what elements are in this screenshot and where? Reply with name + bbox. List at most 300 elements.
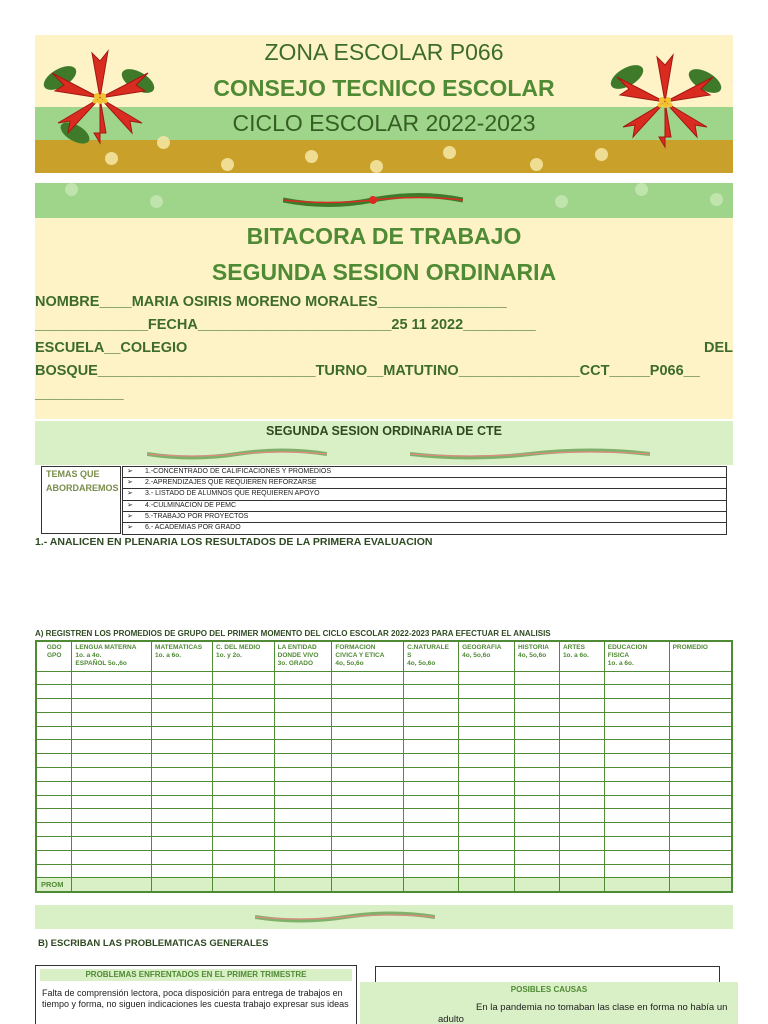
grade-cell[interactable] bbox=[72, 726, 152, 740]
sesion-title: SEGUNDA SESION ORDINARIA bbox=[211, 259, 557, 285]
grade-cell[interactable] bbox=[274, 781, 332, 795]
grade-cell[interactable] bbox=[404, 850, 459, 864]
grades-col-header-text: C. DEL MEDIO bbox=[215, 644, 261, 651]
grades-col-header-text: LENGUA MATERNA bbox=[75, 644, 137, 651]
grade-cell[interactable] bbox=[36, 699, 72, 713]
temas-label-line2: ABORDAREMOS bbox=[46, 483, 119, 493]
grade-cell[interactable] bbox=[36, 726, 72, 740]
sesion-cte-band bbox=[35, 421, 733, 465]
grade-cell[interactable] bbox=[404, 837, 459, 851]
grade-cell[interactable] bbox=[604, 823, 669, 837]
grade-cell[interactable] bbox=[152, 864, 213, 878]
grade-cell[interactable] bbox=[274, 671, 332, 685]
grade-cell[interactable] bbox=[212, 768, 274, 782]
grade-cell[interactable] bbox=[604, 864, 669, 878]
garland-right-icon bbox=[410, 445, 650, 463]
table-row bbox=[36, 671, 732, 685]
grades-col-header bbox=[212, 641, 274, 671]
grade-cell[interactable] bbox=[459, 809, 515, 823]
grade-cell[interactable] bbox=[604, 685, 669, 699]
grade-cell[interactable] bbox=[459, 864, 515, 878]
tema-text: 1.-CONCENTRADO DE CALIFICACIONES Y PROMEDIOS bbox=[145, 468, 332, 475]
table-row bbox=[36, 781, 732, 795]
grades-col-header-text: 3o. GRADO bbox=[277, 660, 314, 667]
grade-cell[interactable] bbox=[669, 726, 732, 740]
bitacora-title: BITACORA DE TRABAJO bbox=[246, 223, 522, 249]
prom-cell[interactable] bbox=[459, 878, 515, 892]
grade-cell[interactable] bbox=[515, 740, 560, 754]
grade-cell[interactable] bbox=[515, 864, 560, 878]
arrow-bullet-icon: ➢ bbox=[127, 512, 133, 520]
grades-col-header-text: HISTORIA bbox=[518, 644, 549, 651]
grades-col-header-text: ARTES bbox=[562, 644, 585, 651]
problemas-header: PROBLEMAS ENFRENTADOS EN EL PRIMER TRIMESTRE bbox=[40, 969, 352, 981]
grade-cell[interactable] bbox=[604, 781, 669, 795]
list-item bbox=[123, 478, 726, 489]
grade-cell[interactable] bbox=[36, 740, 72, 754]
grades-col-header-text: EDUCACION bbox=[607, 644, 648, 651]
grade-cell[interactable] bbox=[36, 795, 72, 809]
grade-cell[interactable] bbox=[72, 712, 152, 726]
grade-cell[interactable] bbox=[212, 712, 274, 726]
grades-col-header bbox=[152, 641, 213, 671]
grade-cell[interactable] bbox=[36, 823, 72, 837]
grade-cell[interactable] bbox=[669, 768, 732, 782]
grade-cell[interactable] bbox=[404, 823, 459, 837]
grade-cell[interactable] bbox=[669, 850, 732, 864]
grade-cell[interactable] bbox=[459, 740, 515, 754]
arrow-bullet-icon: ➢ bbox=[127, 479, 133, 487]
grades-col-header-text: 1o. a 6o. bbox=[562, 652, 589, 659]
prom-cell[interactable] bbox=[604, 878, 669, 892]
grades-col-header-text: 1o. a 6o. bbox=[607, 660, 634, 667]
grades-col-header-text: 1o. a 6o. bbox=[155, 652, 182, 659]
table-row bbox=[36, 809, 732, 823]
poinsettia-right-icon bbox=[605, 47, 725, 157]
grade-cell[interactable] bbox=[559, 726, 604, 740]
garland-footer-icon bbox=[255, 908, 435, 926]
grade-cell[interactable] bbox=[36, 685, 72, 699]
garland-left-icon bbox=[147, 445, 327, 463]
grade-cell[interactable] bbox=[459, 726, 515, 740]
consejo-tecnico-title: CONSEJO TECNICO ESCOLAR bbox=[213, 75, 555, 101]
grade-cell[interactable] bbox=[559, 864, 604, 878]
grade-cell[interactable] bbox=[669, 754, 732, 768]
grade-cell[interactable] bbox=[212, 781, 274, 795]
grade-cell[interactable] bbox=[212, 864, 274, 878]
grade-cell[interactable] bbox=[515, 726, 560, 740]
causas-text: En la pandemia no tomaban las clase en forma no había un adulto bbox=[438, 1002, 728, 1024]
grade-cell[interactable] bbox=[459, 754, 515, 768]
instruction-a: A) REGISTREN LOS PROMEDIOS DE GRUPO DEL PRIMER MOMENTO DEL CICLO ESCOLAR 2022-2023 PARA EFECTUAR EL ANALISIS bbox=[35, 629, 551, 638]
grades-table bbox=[35, 640, 733, 893]
grade-cell[interactable] bbox=[669, 837, 732, 851]
grade-cell[interactable] bbox=[669, 781, 732, 795]
grade-cell[interactable] bbox=[559, 809, 604, 823]
grade-cell[interactable] bbox=[152, 685, 213, 699]
grade-cell[interactable] bbox=[152, 712, 213, 726]
prom-cell[interactable] bbox=[559, 878, 604, 892]
grade-cell[interactable] bbox=[604, 850, 669, 864]
arrow-bullet-icon: ➢ bbox=[127, 523, 133, 531]
grade-cell[interactable] bbox=[72, 850, 152, 864]
grade-cell[interactable] bbox=[559, 712, 604, 726]
grades-col-header-text: MATEMATICAS bbox=[155, 644, 203, 651]
prom-cell[interactable] bbox=[669, 878, 732, 892]
instruction-b: B) ESCRIBAN LAS PROBLEMATICAS GENERALES bbox=[38, 938, 269, 949]
grade-cell[interactable] bbox=[72, 768, 152, 782]
tema-text: 6.- ACADEMIAS POR GRADO bbox=[145, 523, 241, 531]
problemas-text: Falta de comprensión lectora, poca disposición para entrega de trabajos en tiempo y forma, no siguen indicaciones les cuesta trabajo expresar sus ideas bbox=[42, 988, 349, 1009]
causas-header: POSIBLES CAUSAS bbox=[510, 985, 588, 994]
grade-cell[interactable] bbox=[152, 837, 213, 851]
table-row bbox=[36, 864, 732, 878]
grade-cell[interactable] bbox=[332, 740, 404, 754]
prom-cell[interactable] bbox=[274, 878, 332, 892]
grade-cell[interactable] bbox=[669, 795, 732, 809]
table-row bbox=[36, 712, 732, 726]
grade-cell[interactable] bbox=[72, 754, 152, 768]
grade-cell[interactable] bbox=[459, 837, 515, 851]
grade-cell[interactable] bbox=[669, 809, 732, 823]
grade-cell[interactable] bbox=[36, 768, 72, 782]
prom-cell[interactable] bbox=[152, 878, 213, 892]
grades-col-header-text: 4o, 5o,6o bbox=[462, 652, 491, 659]
grade-cell[interactable] bbox=[515, 712, 560, 726]
grade-cell[interactable] bbox=[72, 837, 152, 851]
grade-cell[interactable] bbox=[152, 740, 213, 754]
grade-cell[interactable] bbox=[404, 781, 459, 795]
list-item bbox=[123, 489, 726, 500]
grade-cell[interactable] bbox=[36, 781, 72, 795]
sesion-cte-label: SEGUNDA SESION ORDINARIA DE CTE bbox=[266, 424, 502, 438]
grade-cell[interactable] bbox=[212, 850, 274, 864]
grade-cell[interactable] bbox=[515, 837, 560, 851]
grade-cell[interactable] bbox=[274, 864, 332, 878]
grade-cell[interactable] bbox=[274, 768, 332, 782]
tema-text: 5.-TRABAJO POR PROYECTOS bbox=[145, 512, 249, 520]
prom-row bbox=[36, 878, 732, 892]
grade-cell[interactable] bbox=[604, 795, 669, 809]
grades-col-header bbox=[459, 641, 515, 671]
grade-cell[interactable] bbox=[72, 781, 152, 795]
grade-cell[interactable] bbox=[515, 768, 560, 782]
grades-col-header-text: S bbox=[407, 652, 412, 659]
grade-cell[interactable] bbox=[72, 699, 152, 713]
grade-cell[interactable] bbox=[404, 699, 459, 713]
grade-cell[interactable] bbox=[36, 809, 72, 823]
grade-cell[interactable] bbox=[332, 823, 404, 837]
grade-cell[interactable] bbox=[212, 685, 274, 699]
grade-cell[interactable] bbox=[72, 823, 152, 837]
grade-cell[interactable] bbox=[72, 864, 152, 878]
grade-cell[interactable] bbox=[332, 685, 404, 699]
prom-label: PROM bbox=[36, 878, 72, 892]
list-item bbox=[123, 501, 726, 512]
grade-cell[interactable] bbox=[212, 740, 274, 754]
grade-cell[interactable] bbox=[604, 754, 669, 768]
grade-cell[interactable] bbox=[604, 809, 669, 823]
grade-cell[interactable] bbox=[669, 740, 732, 754]
bosque-turno-cct-line: BOSQUE___________________________TURNO__MATUTINO_______________CCT_____P066__ bbox=[35, 363, 700, 379]
grades-col-header bbox=[72, 641, 152, 671]
grade-cell[interactable] bbox=[559, 795, 604, 809]
grade-cell[interactable] bbox=[515, 823, 560, 837]
grade-cell[interactable] bbox=[72, 740, 152, 754]
grades-col-header-text: GEOGRAFIA bbox=[462, 644, 502, 651]
grade-cell[interactable] bbox=[669, 712, 732, 726]
grade-cell[interactable] bbox=[152, 768, 213, 782]
grade-cell[interactable] bbox=[274, 809, 332, 823]
grade-cell[interactable] bbox=[404, 685, 459, 699]
grade-cell[interactable] bbox=[404, 864, 459, 878]
grade-cell[interactable] bbox=[669, 699, 732, 713]
ciclo-escolar-title: CICLO ESCOLAR 2022-2023 bbox=[232, 110, 536, 136]
grades-col-header bbox=[332, 641, 404, 671]
grade-cell[interactable] bbox=[332, 837, 404, 851]
grade-cell[interactable] bbox=[274, 699, 332, 713]
arrow-bullet-icon: ➢ bbox=[127, 490, 133, 498]
grades-col-header-text: 1o. a 4o. bbox=[75, 652, 102, 659]
grades-col-header-text: 4o, 5o,6o bbox=[518, 652, 547, 659]
grade-cell[interactable] bbox=[274, 740, 332, 754]
grade-cell[interactable] bbox=[332, 809, 404, 823]
grades-col-header bbox=[604, 641, 669, 671]
table-row bbox=[36, 795, 732, 809]
grade-cell[interactable] bbox=[332, 768, 404, 782]
prom-cell[interactable] bbox=[212, 878, 274, 892]
tema-text: 4.-CULMINACION DE PEMC bbox=[145, 501, 237, 509]
grade-cell[interactable] bbox=[515, 754, 560, 768]
prom-cell[interactable] bbox=[515, 878, 560, 892]
causas-box bbox=[360, 982, 738, 1024]
grades-col-header bbox=[274, 641, 332, 671]
grade-cell[interactable] bbox=[72, 685, 152, 699]
arrow-bullet-icon: ➢ bbox=[127, 501, 133, 509]
grade-cell[interactable] bbox=[36, 671, 72, 685]
grade-cell[interactable] bbox=[559, 781, 604, 795]
grade-cell[interactable] bbox=[459, 781, 515, 795]
footer-band bbox=[35, 905, 733, 929]
prom-cell[interactable] bbox=[404, 878, 459, 892]
grade-cell[interactable] bbox=[404, 726, 459, 740]
grade-cell[interactable] bbox=[332, 864, 404, 878]
grade-cell[interactable] bbox=[36, 837, 72, 851]
grade-cell[interactable] bbox=[332, 795, 404, 809]
grade-cell[interactable] bbox=[604, 671, 669, 685]
grade-cell[interactable] bbox=[559, 671, 604, 685]
grade-cell[interactable] bbox=[212, 726, 274, 740]
grade-cell[interactable] bbox=[212, 754, 274, 768]
grade-cell[interactable] bbox=[404, 768, 459, 782]
grade-cell[interactable] bbox=[212, 795, 274, 809]
grades-col-header-text: FORMACION bbox=[335, 644, 376, 651]
list-item bbox=[123, 467, 726, 478]
arrow-bullet-icon: ➢ bbox=[127, 468, 133, 475]
grade-cell[interactable] bbox=[274, 726, 332, 740]
fecha-line: ______________FECHA________________________25 11 2022_________ bbox=[35, 317, 536, 333]
grade-cell[interactable] bbox=[559, 754, 604, 768]
grade-cell[interactable] bbox=[212, 671, 274, 685]
grade-cell[interactable] bbox=[274, 685, 332, 699]
table-row bbox=[36, 823, 732, 837]
grade-cell[interactable] bbox=[274, 754, 332, 768]
escuela-line-left: ESCUELA__COLEGIO bbox=[35, 340, 188, 356]
grade-cell[interactable] bbox=[36, 850, 72, 864]
grade-cell[interactable] bbox=[669, 823, 732, 837]
grades-col-header bbox=[404, 641, 459, 671]
grade-cell[interactable] bbox=[604, 726, 669, 740]
grade-cell[interactable] bbox=[515, 685, 560, 699]
tema-text: 3.- LISTADO DE ALUMNOS QUE REQUIEREN APOYO bbox=[145, 490, 320, 498]
table-row bbox=[36, 837, 732, 851]
grade-cell[interactable] bbox=[36, 864, 72, 878]
grade-cell[interactable] bbox=[459, 795, 515, 809]
grade-cell[interactable] bbox=[36, 712, 72, 726]
trailing-blank-line: ___________ bbox=[35, 386, 124, 402]
grade-cell[interactable] bbox=[515, 699, 560, 713]
grades-col-header-text: DONDE VIVO bbox=[277, 652, 319, 659]
grade-cell[interactable] bbox=[274, 795, 332, 809]
grade-cell[interactable] bbox=[274, 823, 332, 837]
grade-cell[interactable] bbox=[515, 809, 560, 823]
grade-cell[interactable] bbox=[332, 850, 404, 864]
grade-cell[interactable] bbox=[604, 740, 669, 754]
grade-cell[interactable] bbox=[404, 712, 459, 726]
grade-cell[interactable] bbox=[459, 850, 515, 864]
grade-cell[interactable] bbox=[559, 823, 604, 837]
grade-cell[interactable] bbox=[332, 754, 404, 768]
grade-cell[interactable] bbox=[212, 809, 274, 823]
grade-cell[interactable] bbox=[669, 864, 732, 878]
grade-cell[interactable] bbox=[332, 699, 404, 713]
grade-cell[interactable] bbox=[152, 726, 213, 740]
grades-col-header bbox=[669, 641, 732, 671]
prom-cell[interactable] bbox=[72, 878, 152, 892]
grade-cell[interactable] bbox=[559, 740, 604, 754]
grade-cell[interactable] bbox=[459, 768, 515, 782]
list-item bbox=[123, 523, 726, 534]
grade-cell[interactable] bbox=[404, 740, 459, 754]
grade-cell[interactable] bbox=[404, 671, 459, 685]
table-row bbox=[36, 726, 732, 740]
table-row bbox=[36, 754, 732, 768]
grades-col-header-text: FISICA bbox=[607, 652, 630, 659]
zona-escolar-title: ZONA ESCOLAR P066 bbox=[264, 39, 504, 65]
grade-cell[interactable] bbox=[404, 754, 459, 768]
grade-cell[interactable] bbox=[559, 837, 604, 851]
grades-col-header-text: GDO bbox=[46, 644, 62, 651]
grade-cell[interactable] bbox=[332, 781, 404, 795]
grade-cell[interactable] bbox=[332, 712, 404, 726]
grade-cell[interactable] bbox=[274, 837, 332, 851]
grades-col-header bbox=[515, 641, 560, 671]
grade-cell[interactable] bbox=[515, 795, 560, 809]
grade-cell[interactable] bbox=[152, 850, 213, 864]
escuela-line-right: DEL bbox=[704, 340, 733, 356]
table-row bbox=[36, 699, 732, 713]
poinsettia-left-icon bbox=[40, 43, 160, 153]
grade-cell[interactable] bbox=[559, 768, 604, 782]
grade-cell[interactable] bbox=[274, 850, 332, 864]
grade-cell[interactable] bbox=[332, 726, 404, 740]
grades-body bbox=[36, 671, 732, 892]
grade-cell[interactable] bbox=[459, 699, 515, 713]
grade-cell[interactable] bbox=[559, 850, 604, 864]
problemas-box bbox=[35, 965, 357, 1024]
header-banner bbox=[35, 35, 733, 173]
grade-cell[interactable] bbox=[459, 712, 515, 726]
grade-cell[interactable] bbox=[332, 671, 404, 685]
list-item bbox=[123, 512, 726, 523]
grade-cell[interactable] bbox=[152, 754, 213, 768]
grade-cell[interactable] bbox=[212, 837, 274, 851]
instruction-1: 1.- ANALICEN EN PLENARIA LOS RESULTADOS DE LA PRIMERA EVALUACION bbox=[35, 536, 433, 548]
grade-cell[interactable] bbox=[152, 823, 213, 837]
table-row bbox=[36, 740, 732, 754]
grade-cell[interactable] bbox=[404, 809, 459, 823]
grade-cell[interactable] bbox=[459, 823, 515, 837]
garland-icon bbox=[283, 191, 463, 209]
grade-cell[interactable] bbox=[604, 699, 669, 713]
grades-col-header-text: LA ENTIDAD bbox=[277, 644, 317, 651]
grade-cell[interactable] bbox=[459, 671, 515, 685]
grade-cell[interactable] bbox=[274, 712, 332, 726]
grade-cell[interactable] bbox=[559, 699, 604, 713]
grade-cell[interactable] bbox=[669, 671, 732, 685]
grades-col-header bbox=[559, 641, 604, 671]
grade-cell[interactable] bbox=[72, 671, 152, 685]
grade-cell[interactable] bbox=[604, 712, 669, 726]
grade-cell[interactable] bbox=[212, 699, 274, 713]
grade-cell[interactable] bbox=[604, 837, 669, 851]
grade-cell[interactable] bbox=[515, 671, 560, 685]
grade-cell[interactable] bbox=[559, 685, 604, 699]
table-row bbox=[36, 685, 732, 699]
grades-col-header-text: PROMEDIO bbox=[672, 644, 708, 651]
temas-label-line1: TEMAS QUE bbox=[46, 469, 100, 479]
grades-col-header-text: CIVICA Y ETICA bbox=[335, 652, 385, 659]
grade-cell[interactable] bbox=[72, 809, 152, 823]
bitacora-section bbox=[35, 183, 733, 419]
grades-col-header-text: 1o. y 2o. bbox=[215, 652, 242, 659]
grades-col-header-text: 4o, 5o,6o bbox=[335, 660, 364, 667]
grades-col-header-text: 4o, 5o,6o bbox=[407, 660, 436, 667]
table-row bbox=[36, 768, 732, 782]
grade-cell[interactable] bbox=[152, 699, 213, 713]
nombre-line: NOMBRE____MARIA OSIRIS MORENO MORALES________________ bbox=[35, 294, 507, 310]
temas-label bbox=[41, 466, 121, 534]
grades-col-header-text: ESPAÑOL 5o.,6o bbox=[75, 660, 127, 667]
grade-cell[interactable] bbox=[152, 781, 213, 795]
grade-cell[interactable] bbox=[404, 795, 459, 809]
grade-cell[interactable] bbox=[152, 809, 213, 823]
grade-cell[interactable] bbox=[152, 671, 213, 685]
grades-col-header-text: GPO bbox=[46, 652, 62, 659]
grade-cell[interactable] bbox=[152, 795, 213, 809]
prom-cell[interactable] bbox=[332, 878, 404, 892]
grade-cell[interactable] bbox=[669, 685, 732, 699]
grade-cell[interactable] bbox=[36, 754, 72, 768]
grade-cell[interactable] bbox=[459, 685, 515, 699]
grade-cell[interactable] bbox=[604, 768, 669, 782]
grades-col-header-text: C.NATURALE bbox=[407, 644, 449, 651]
grade-cell[interactable] bbox=[515, 850, 560, 864]
grades-header-row bbox=[36, 641, 732, 671]
grade-cell[interactable] bbox=[515, 781, 560, 795]
grade-cell[interactable] bbox=[72, 795, 152, 809]
grade-cell[interactable] bbox=[212, 823, 274, 837]
